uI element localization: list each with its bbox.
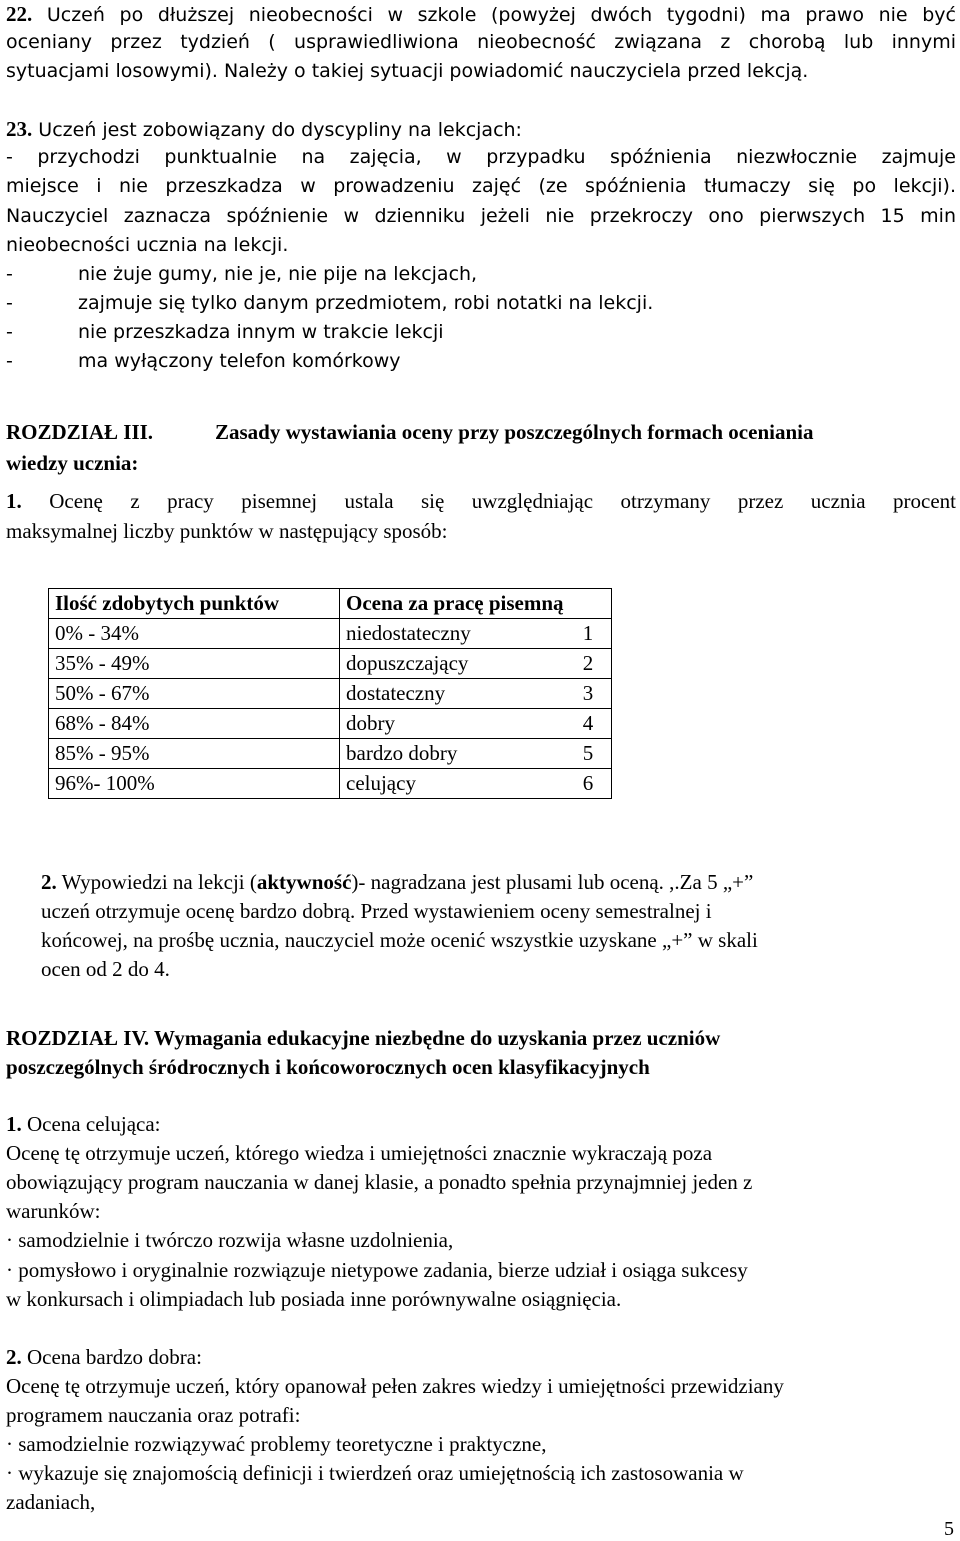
point-text: Ocenę z pracy pisemnej ustala się uwzględniając otrzymany przez ucznia procent [49,489,957,513]
cell-grade: niedostateczny [340,619,566,649]
chapter-3-title: Zasady wystawiania oceny przy poszczególnych formach oceniania [215,420,814,444]
paragraph-text: Uczeń jest zobowiązany do dyscypliny na lekcjach: [38,119,522,141]
cell-range: 35% - 49% [49,649,340,679]
bullet-item [0,350,960,380]
chapter-3-title-continued: wiedzy ucznia: [6,451,139,475]
cell-range: 0% - 34% [49,619,340,649]
cell-number: 3 [565,679,612,709]
bullet-item [0,292,960,322]
paragraph-number: 22. [6,2,33,26]
section-bardzo-dobra-line-2: programem nauczania oraz potrafi: [6,1403,301,1427]
paragraph-22-line-1 [6,2,956,27]
cell-number: 4 [565,709,612,739]
section-celujaca-line-2: obowiązujący program nauczania w danej klasie, a ponadto spełnia przynajmniej jeden z [6,1170,753,1194]
bullet-item [0,263,960,293]
cell-grade: dostateczny [340,679,566,709]
section-bardzo-dobra-heading [6,1345,202,1370]
cell-grade: bardzo dobry [340,739,566,769]
cell-range: 68% - 84% [49,709,340,739]
header-grade: Ocena za pracę pisemną [340,589,612,619]
cell-number: 1 [565,619,612,649]
section-celujaca-line-5: · pomysłowo i oryginalnie rozwiązuje nietypowe zadania, bierze udział i osiąga sukcesy [6,1258,748,1282]
table-row [49,619,612,649]
section-bardzo-dobra-line-5: zadaniach, [6,1490,96,1514]
cell-range: 96%- 100% [49,769,340,799]
page-number: 5 [944,1518,954,1540]
cell-range: 85% - 95% [49,739,340,769]
section-bardzo-dobra-line-1: Ocenę tę otrzymuje uczeń, który opanował pełen zakres wiedzy i umiejętności przewidziany [6,1374,784,1398]
dash-marker: - [6,350,13,372]
chapter-3-point-2-line-4: ocen od 2 do 4. [41,957,170,981]
bullet-item [0,321,960,351]
paragraph-number: 23. [6,117,33,141]
paragraph-23-line-1 [6,117,522,142]
section-celujaca-line-3: warunków: [6,1199,101,1223]
cell-number: 6 [565,769,612,799]
paragraph-23-line-5: nieobecności ucznia na lekcji. [6,234,289,256]
dash-marker: - [6,321,13,343]
section-number: 1. [6,1112,22,1136]
chapter-4-label: ROZDZIAŁ IV. [6,1026,150,1050]
chapter-3-point-2-line-2: uczeń otrzymuje ocenę bardzo dobrą. Przed wystawieniem oceny semestralnej i [41,899,712,923]
paragraph-22-line-3: sytuacjami losowymi). Należy o takiej sytuacji powiadomić nauczyciela przed lekcją. [6,60,809,82]
chapter-3-label: ROZDZIAŁ III. [6,420,154,444]
section-bardzo-dobra-line-4: · wykazuje się znajomością definicji i twierdzeń oraz umiejętnością ich zastosowania w [6,1461,744,1485]
table-row [49,709,612,739]
grades-table [48,588,612,799]
paragraph-22-line-2: oceniany przez tydzień ( usprawiedliwiona nieobecność związana z chorobą lub innymi [6,31,956,53]
table-header-row [49,589,612,619]
paragraph-23-line-3: miejsce i nie przeszkadza w prowadzeniu zajęć (ze spóźnienia tłumaczy się po lekcji). [6,175,956,197]
point-text: Wypowiedzi na lekcji ( [61,870,257,894]
chapter-3-point-1-line-1 [6,489,956,514]
section-celujaca-heading [6,1112,161,1137]
section-celujaca-line-1: Ocenę tę otrzymuje uczeń, którego wiedza i umiejętności znacznie wykraczają poza [6,1141,713,1165]
cell-range: 50% - 67% [49,679,340,709]
point-text: )- nagradzana jest plusami lub oceną. ,.Za 5 „+” [351,870,754,894]
section-heading: Ocena celująca: [27,1112,161,1136]
table-row [49,649,612,679]
cell-grade: celujący [340,769,566,799]
cell-number: 5 [565,739,612,769]
section-celujaca-line-6: w konkursach i olimpiadach lub posiada inne porównywalne osiągnięcia. [6,1287,622,1311]
cell-number: 2 [565,649,612,679]
point-text-bold: aktywność [256,870,352,894]
cell-grade: dobry [340,709,566,739]
point-number: 1. [6,489,22,513]
chapter-4-title-continued: poszczególnych śródrocznych i końcoworocznych ocen klasyfikacyjnych [6,1055,650,1079]
cell-grade: dopuszczający [340,649,566,679]
table-row [49,679,612,709]
chapter-4-title: Wymagania edukacyjne niezbędne do uzyskania przez uczniów [154,1026,721,1050]
bullet-text: nie żuje gumy, nie je, nie pije na lekcjach, [78,263,478,285]
table-row [49,739,612,769]
bullet-text: ma wyłączony telefon komórkowy [78,350,401,372]
dash-marker: - [6,263,13,285]
chapter-3-point-2-line-3: końcowej, na prośbę ucznia, nauczyciel może ocenić wszystkie uzyskane „+” w skali [41,928,758,952]
chapter-4-heading [6,1026,720,1051]
section-celujaca-line-4: · samodzielnie i twórczo rozwija własne uzdolnienia, [6,1228,454,1252]
chapter-3-point-2-line-1 [41,870,753,895]
section-bardzo-dobra-line-3: · samodzielnie rozwiązywać problemy teoretyczne i praktyczne, [6,1432,547,1456]
section-heading: Ocena bardzo dobra: [27,1345,202,1369]
paragraph-text: Uczeń po dłuższej nieobecności w szkole (powyżej dwóch tygodni) ma prawo nie być [46,4,956,26]
header-points: Ilość zdobytych punktów [49,589,340,619]
chapter-3-point-1-line-2: maksymalnej liczby punktów w następujący sposób: [6,519,448,543]
paragraph-23-line-4: Nauczyciel zaznacza spóźnienie w dzienniku jeżeli nie przekroczy ono pierwszych 15 min [6,205,956,227]
paragraph-23-line-2: - przychodzi punktualnie na zajęcia, w przypadku spóźnienia niezwłocznie zajmuje [6,146,956,168]
section-number: 2. [6,1345,22,1369]
bullet-text: nie przeszkadza innym w trakcie lekcji [78,321,444,343]
dash-marker: - [6,292,13,314]
bullet-text: zajmuje się tylko danym przedmiotem, robi notatki na lekcji. [78,292,654,314]
table-row [49,769,612,799]
point-number: 2. [41,870,57,894]
